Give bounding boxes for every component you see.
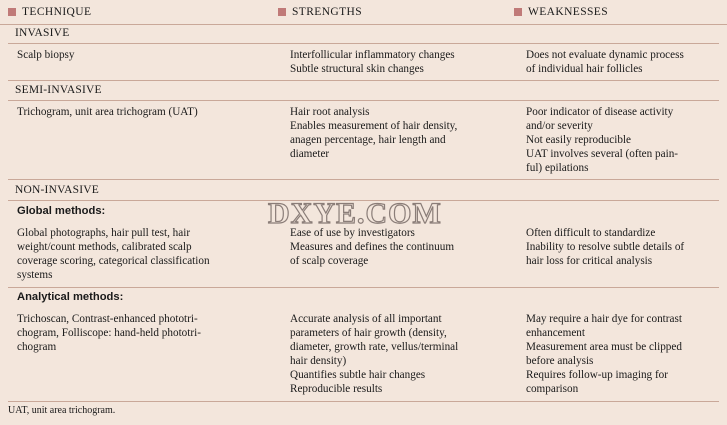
divider (8, 100, 719, 101)
semi-invasive-technique: Trichogram, unit area trichogram (UAT) (17, 106, 198, 118)
header-technique-label: TECHNIQUE (22, 6, 92, 18)
invasive-weaknesses: Does not evaluate dynamic process of individual hair follicles (526, 49, 684, 75)
header-strengths-label: STRENGTHS (292, 6, 363, 18)
header-technique (8, 4, 91, 20)
invasive-technique: Scalp biopsy (17, 49, 75, 61)
section-title-invasive: INVASIVE (15, 27, 70, 39)
divider (8, 401, 719, 402)
analytical-technique: Trichoscan, Contrast-enhanced phototri- chogram, Folliscope: hand-held phototri- chogram (17, 313, 201, 353)
table-header (0, 0, 727, 25)
square-bullet-icon (514, 8, 522, 16)
divider (8, 287, 719, 288)
semi-invasive-weaknesses: Poor indicator of disease activity and/or severity Not easily reproducible UAT involves several (often pain- ful) epilations (526, 106, 679, 174)
semi-invasive-strengths: Hair root analysis Enables measurement of hair density, anagen percentage, hair length and diameter (290, 106, 458, 160)
global-technique: Global photographs, hair pull test, hair weight/count methods, calibrated scalp coverage scoring, categorical classification systems (17, 227, 210, 281)
global-methods-label: Global methods: (17, 205, 106, 217)
section-title-non-invasive: NON-INVASIVE (15, 184, 99, 196)
global-weaknesses: Often difficult to standardize Inability to resolve subtle details of hair loss for critical analysis (526, 227, 685, 267)
analytical-weaknesses: May require a hair dye for contrast enhancement Measurement area must be clipped before analysis Requires follow-up imaging for comparison (526, 313, 682, 395)
square-bullet-icon (278, 8, 286, 16)
square-bullet-icon (8, 8, 16, 16)
invasive-strengths: Interfollicular inflammatory changes Subtle structural skin changes (290, 49, 455, 75)
divider (8, 179, 719, 180)
header-weaknesses-label: WEAKNESSES (528, 6, 609, 18)
header-strengths (278, 4, 362, 20)
section-title-semi-invasive: SEMI-INVASIVE (15, 84, 102, 96)
divider (8, 80, 719, 81)
header-weaknesses (514, 4, 608, 20)
analytical-strengths: Accurate analysis of all important parameters of hair growth (density, diameter, growth rate, vellus/terminal hair density) Quantifies subtle hair changes Reproducible results (290, 313, 459, 395)
footnote: UAT, unit area trichogram. (8, 405, 116, 416)
divider (8, 43, 719, 44)
global-strengths: Ease of use by investigators Measures and defines the continuum of scalp coverage (290, 227, 455, 267)
watermark: DXYE.COM (268, 197, 442, 230)
analytical-methods-label: Analytical methods: (17, 291, 124, 303)
